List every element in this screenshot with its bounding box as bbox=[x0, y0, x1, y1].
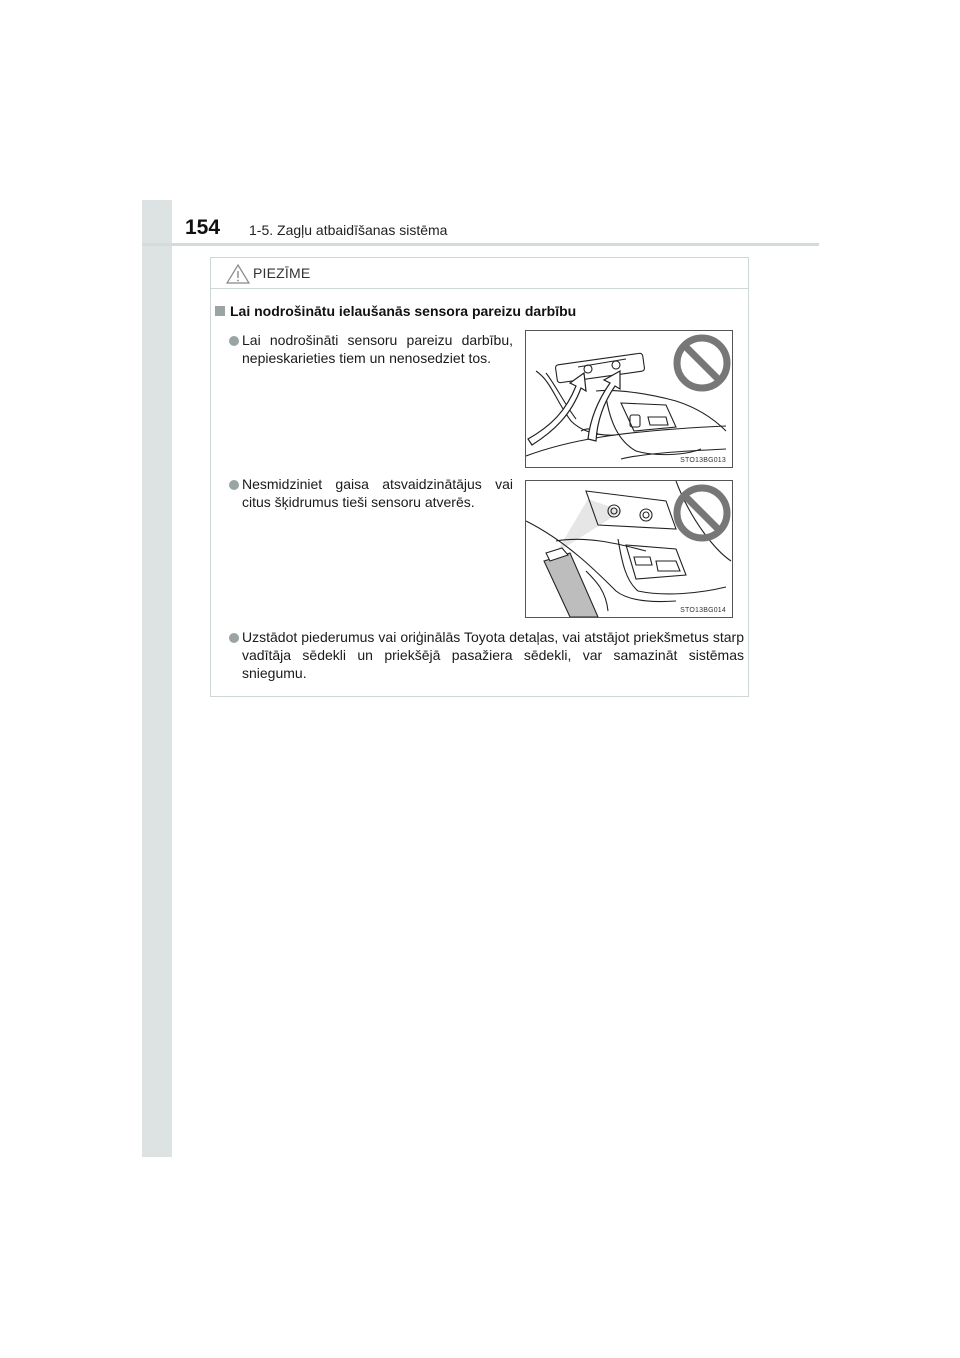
figure-code: STO13BG014 bbox=[680, 607, 726, 614]
square-bullet-icon bbox=[215, 306, 225, 316]
subheading-text: Lai nodrošinātu ielaušanās sensora pareizu darbību bbox=[230, 303, 577, 319]
notice-box bbox=[210, 257, 749, 697]
figure-sensor-touch bbox=[525, 330, 733, 468]
circle-bullet-icon bbox=[229, 633, 239, 643]
sensor-spray-illustration bbox=[526, 481, 732, 617]
circle-bullet-icon bbox=[229, 480, 239, 490]
header-rule bbox=[142, 243, 819, 246]
notice-subheading bbox=[215, 303, 576, 319]
prohibition-icon bbox=[677, 338, 727, 388]
sensor-touch-illustration bbox=[526, 331, 732, 467]
page-number: 154 bbox=[185, 216, 221, 239]
notice-item-3-text: Uzstādot piederumus vai oriģinālās Toyota detaļas, vai atstājot priekšmetus starp vadītāja sēdekli un priekšējā pasažiera sēdekli, var samazināt sistēmas sniegumu. bbox=[242, 629, 744, 681]
notice-item-2-text: Nesmidziniet gaisa atsvaidzinātājus vai citus šķidrumus tieši sensoru atverēs. bbox=[242, 476, 513, 510]
figure-code: STO13BG013 bbox=[680, 457, 726, 464]
notice-header bbox=[211, 258, 748, 289]
notice-label: PIEZĪME bbox=[253, 265, 311, 281]
warning-triangle-icon bbox=[226, 264, 250, 284]
notice-item-1-text: Lai nodrošināti sensoru pareizu darbību, nepieskarieties tiem un nenosedziet tos. bbox=[242, 332, 513, 366]
side-band bbox=[142, 200, 172, 1157]
spray-can bbox=[544, 548, 598, 617]
figure-sensor-spray bbox=[525, 480, 733, 618]
circle-bullet-icon bbox=[229, 336, 239, 346]
section-title: 1-5. Zagļu atbaidīšanas sistēma bbox=[249, 222, 448, 238]
